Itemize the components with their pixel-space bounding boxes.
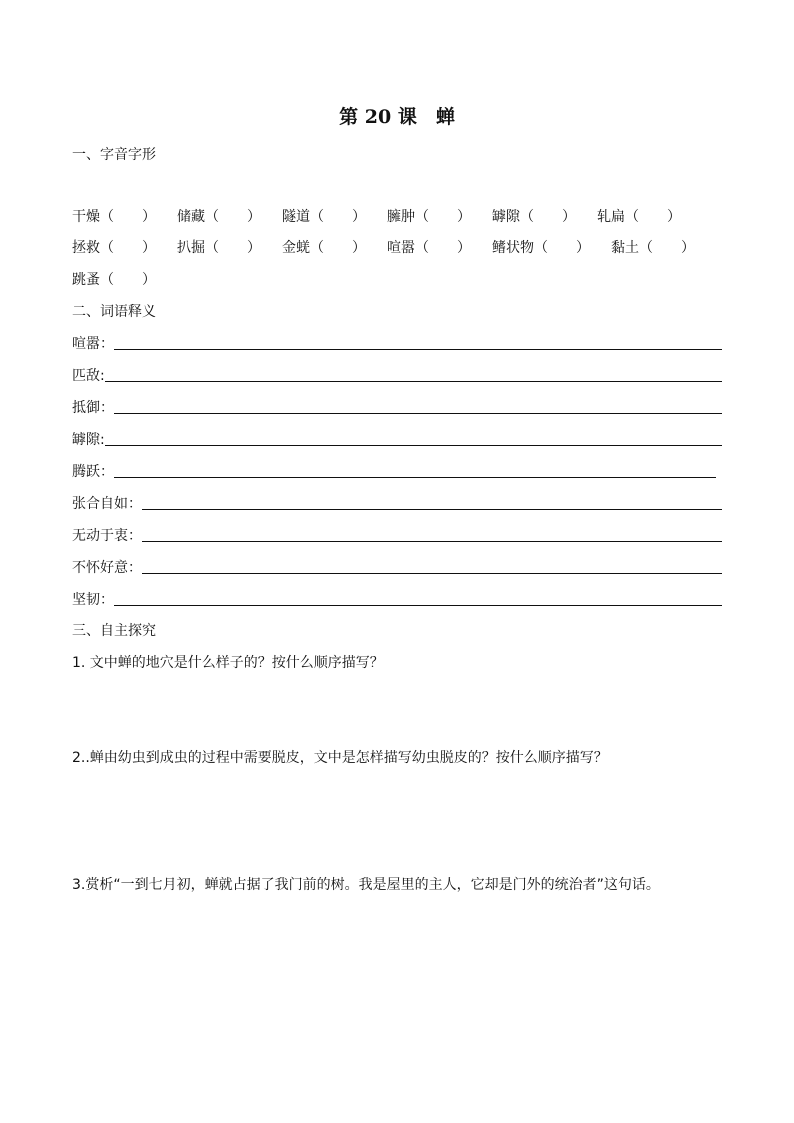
pinyin-item: 跳蚤（ ） [72,272,156,288]
definition-term: 抵御： [72,400,114,416]
pinyin-item: 鳍状物（ ） [492,240,590,256]
question-2: 2..蝉由幼虫到成虫的过程中需要脱皮，文中是怎样描写幼虫脱皮的？按什么顺序描写？ [72,750,608,766]
definition-row [72,526,722,546]
definition-row [72,558,722,578]
pinyin-item: 喧嚣（ ） [387,240,471,256]
pinyin-item: 干燥（ ） [72,209,156,225]
definition-row [72,366,722,386]
answer-line[interactable] [105,381,722,382]
pinyin-item: 罅隙（ ） [492,209,576,225]
definition-row [72,334,722,354]
answer-line[interactable] [114,349,722,350]
question-1: 1. 文中蝉的地穴是什么样子的？按什么顺序描写？ [72,655,384,671]
page-title: 第 20 课 蝉 [339,106,455,128]
definition-row [72,462,716,482]
section-heading-definitions: 二、词语释义 [72,304,156,320]
definition-term: 不怀好意： [72,560,142,576]
section-heading-pronunciation: 一、字音字形 [72,147,156,163]
answer-line[interactable] [114,413,722,414]
answer-line[interactable] [105,445,722,446]
section-heading-inquiry: 三、自主探究 [72,623,156,639]
definition-row [72,494,722,514]
definition-term: 腾跃： [72,464,114,480]
definition-term: 罅隙: [72,432,105,448]
answer-line[interactable] [142,541,722,542]
pinyin-item: 扒掘（ ） [177,240,261,256]
answer-line[interactable] [142,573,722,574]
pinyin-item: 黏土（ ） [611,240,695,256]
definition-term: 坚韧： [72,592,114,608]
definition-row [72,590,722,610]
definition-term: 无动于衷： [72,528,142,544]
question-3: 3.赏析“一到七月初，蝉就占据了我门前的树。我是屋里的主人，它却是门外的统治者”这句话。 [72,877,660,893]
definition-term: 匹敌: [72,368,105,384]
definition-term: 张合自如： [72,496,142,512]
pinyin-item: 隧道（ ） [282,209,366,225]
definition-row [72,398,722,418]
pinyin-item: 臃肿（ ） [387,209,471,225]
pinyin-item: 储藏（ ） [177,209,261,225]
pinyin-item: 拯救（ ） [72,240,156,256]
definition-term: 喧嚣： [72,336,114,352]
pinyin-item: 轧扁（ ） [597,209,681,225]
answer-line[interactable] [142,509,722,510]
pinyin-item: 金蜣（ ） [282,240,366,256]
answer-line[interactable] [114,605,722,606]
answer-line[interactable] [114,477,716,478]
definition-row [72,430,722,450]
